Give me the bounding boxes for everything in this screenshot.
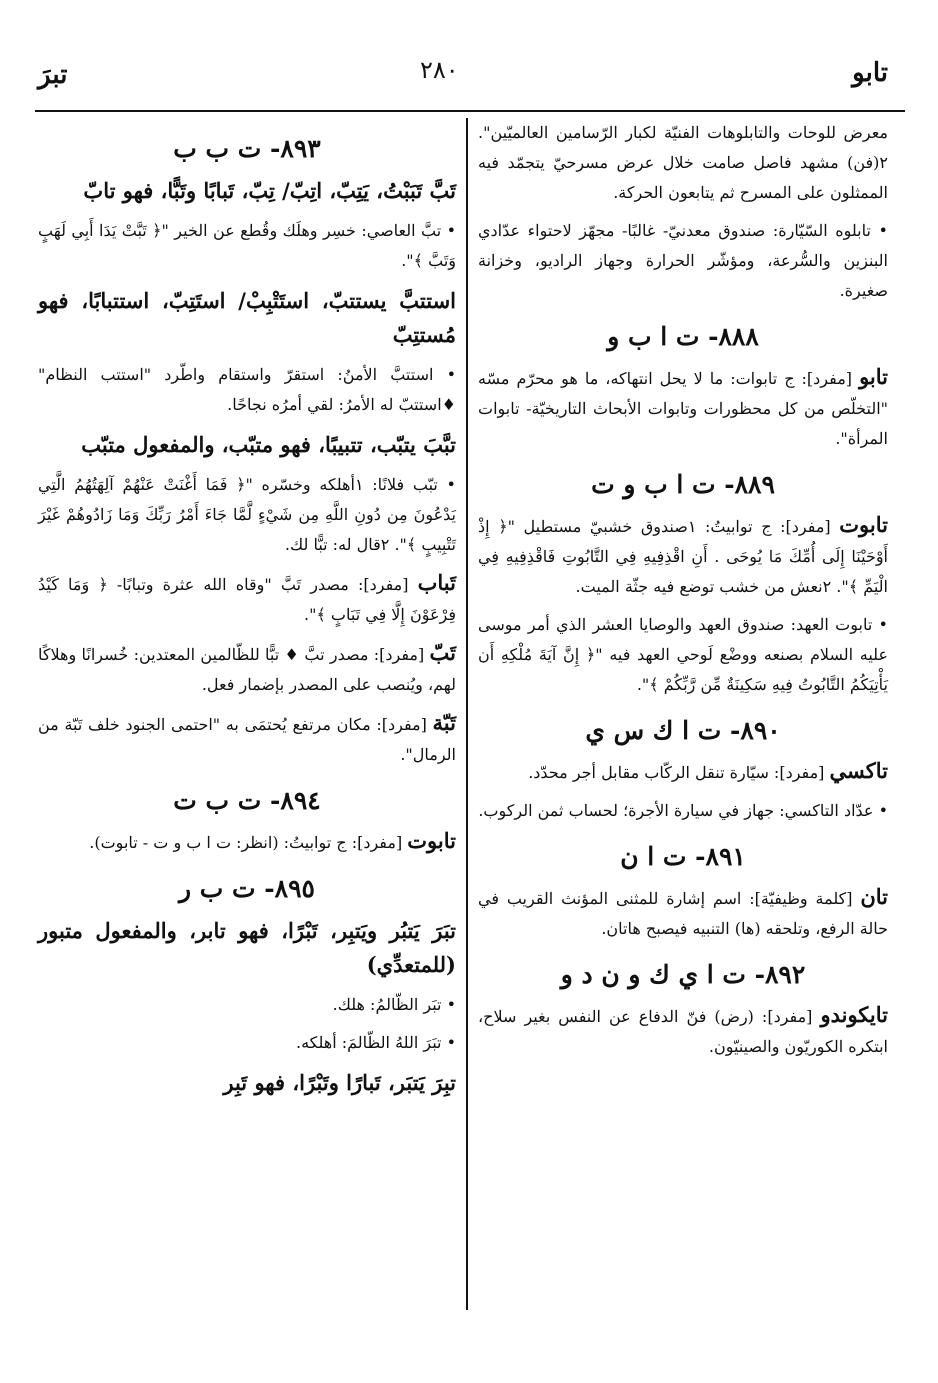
right-column (478, 118, 888, 1070)
root-heading: ٨٩٣- ت ب ب (173, 134, 321, 163)
definition: [مفرد]: (رض) فنّ الدفاع عن النفس بغير سلاح، ابتكره الكوريّون والصينيّون. (478, 1007, 888, 1056)
definition: [مفرد]: مصدر تبَّ ♦ تبًّا للظّالمين المعتدين: خُسرانًا وهلاكًا لهم، ويُنصب على المصدر بإضمار فعل. (38, 645, 456, 694)
running-header-left: تبرَ (38, 60, 68, 90)
page-number: ٢٨٠ (420, 56, 459, 84)
sub-entry: • تابوت العهد: صندوق العهد والوصايا العشر الذي أمر موسى عليه السلام بصنعه ووضْع لَوحي العهد فيه "﴿ إِنَّ آيَةَ مُلْكِهِ أَن يَأْتِيَكُمُ التَّابُوتُ فِيهِ سَكِينَةٌ مِّن رَّبِّكُمْ ﴾". (478, 615, 888, 694)
entry (38, 284, 456, 352)
root-heading: ٨٩٥- ت ب ر (179, 874, 315, 903)
sub-entry: • عدّاد التاكسي: جهاز في سيارة الأجرة؛ لحساب ثمن الركوب. (478, 801, 888, 820)
definition: [مفرد]: ج توابيتُ: ١صندوق خشبيّ مستطيل "﴿ إِذْ أَوْحَيْنَا إِلَى أُمِّكَ مَا يُوحَى . أَنِ اقْذِفِيهِ فِي التَّابُوتِ فَاقْذِفِيهِ فِي الْيَمِّ ﴾". ٢نعش من خشب توضع فيه جثّة الميت. (478, 517, 888, 596)
headword: استتبَّ يستتبّ، استَتْبِبْ/ استَتِبّ، استتبابًا، فهو مُستتِبّ (38, 288, 456, 347)
entry (38, 638, 456, 700)
header-rule (35, 110, 905, 112)
headword: تبِرَ يَتبَر، تَبارًا وتَبْرًا، فهو تَبِر (223, 1070, 456, 1095)
root-heading: ٨٨٩- ت ا ب و ت (591, 470, 775, 499)
entry (478, 882, 888, 944)
entry (38, 174, 456, 208)
sub-entry: • تبَر الظّالمُ: هلك. (332, 995, 456, 1014)
headword: تبَرَ يَتبُر ويَتبِر، تَبْرًا، فهو تابر، والمفعول متبور (للمتعدِّي) (38, 918, 456, 977)
headword: تاكسي (829, 758, 888, 783)
entry (38, 826, 456, 858)
headword: تابو (859, 364, 888, 389)
headword: تابوت (407, 828, 456, 853)
headword: تايكوندو (820, 1002, 888, 1027)
root-heading: ٨٩٤- ت ب ت (173, 786, 321, 815)
sub-entry: • تبّب فلانًا: ١أهلكه وخسّره "﴿ فَمَا أَغْنَتْ عَنْهُمْ آلِهَتُهُمُ الَّتِي يَدْعُونَ مِن دُونِ اللَّهِ مِن شَيْءٍ لَّمَّا جَاءَ أَمْرُ رَبِّكَ وَمَا زَادُوهُمْ غَيْرَ تَتْبِيبٍ ﴾". ٢قال له: تبًّا لك. (38, 475, 456, 554)
headword: تَبَّ تَبَبْتُ، يَتِبّ، اتِبّ/ تِبّ، تَبابًا وتَبًّا، فهو تابّ (83, 178, 456, 203)
entry (38, 914, 456, 982)
definition: [مفرد]: ج توابيتُ: (انظر: ت ا ب و ت - تابوت). (89, 833, 408, 852)
headword: تابوت (839, 512, 888, 537)
sub-entry: • تبَرَ اللهُ الظّالمَ: أهلكه. (296, 1033, 456, 1052)
definition: [مفرد]: سيّارة تنقل الركّاب مقابل أجر محدّد. (528, 763, 830, 782)
entry (38, 428, 456, 462)
root-heading: ٨٨٨- ت ا ب و (607, 322, 759, 351)
sub-entry: • تبَّ العاصي: خسِر وهلَك وقُطع عن الخير "﴿ تَبَّتْ يَدَا أَبِي لَهَبٍ وَتَبَّ ﴾". (38, 221, 456, 270)
entry (478, 362, 888, 454)
definition: [مفرد]: مصدر تَبَّ "وقاه الله عثرة وتبابًا- ﴿ وَمَا كَيْدُ فِرْعَوْنَ إِلَّا فِي تَبَابٍ ﴾". (38, 575, 456, 624)
left-column (38, 118, 456, 1108)
definition: [مفرد]: مكان مرتفع يُحتمَى به "احتمى الجنود خلف تَبّة من الرمال". (38, 715, 456, 764)
definition: [كلمة وظيفيّة]: اسم إشارة للمثنى المؤنث القريب في حالة الرفع، وتلحقه (ها) التنبيه فيصبح هاتان. (478, 889, 888, 938)
entry (38, 708, 456, 770)
entry (478, 756, 888, 788)
entry (478, 510, 888, 602)
entry (38, 568, 456, 630)
definition: [مفرد]: ج تابوات: ما لا يحل انتهاكه، ما هو محرّم مسّه "التخلّص من كل محظورات وتابوات الأبحاث التاريخيّة- تابوات المرأة". (478, 369, 888, 448)
sub-entry: معرض للوحات والتابلوهات الفنيّة لكبار الرّسامين العالميّين". ٢(فن) مشهد فاصل صامت خلال عرض مسرحيّ يتجمّد فيه الممثلون على المسرح ثم يتابعون الحركة. (478, 123, 888, 202)
headword: تان (860, 884, 888, 909)
sub-entry: • استتبَّ الأمنُ: استقرّ واستقام واطّرد "استتب النظام" ♦استتبّ له الأمرُ: لقي أمرُه نجاحًا. (38, 365, 457, 414)
headword: تَبّة (432, 710, 456, 735)
running-header-right: تابو (852, 58, 888, 88)
entry (478, 1000, 888, 1062)
root-heading: ٨٩٢- ت ا ي ك و ن د و (560, 960, 806, 989)
headword: تبَّبَ يتبّب، تتبيبًا، فهو متبّب، والمفعول متبّب (81, 432, 456, 457)
sub-entry: • تابلوه السّيّارة: صندوق معدنيّ- غالبًا- مجهّز لاحتواء عدّادي البنزين والسُّرعة، ومؤشّر الحرارة وجهاز الراديو، وخزانة صغيرة. (478, 221, 888, 300)
column-divider (466, 118, 468, 1310)
entry (38, 1066, 456, 1100)
root-heading: ٨٩٠- ت ا ك س ي (585, 716, 781, 745)
headword: تَبّ (429, 640, 456, 665)
root-heading: ٨٩١- ت ا ن (620, 842, 746, 871)
headword: تَباب (417, 570, 456, 595)
